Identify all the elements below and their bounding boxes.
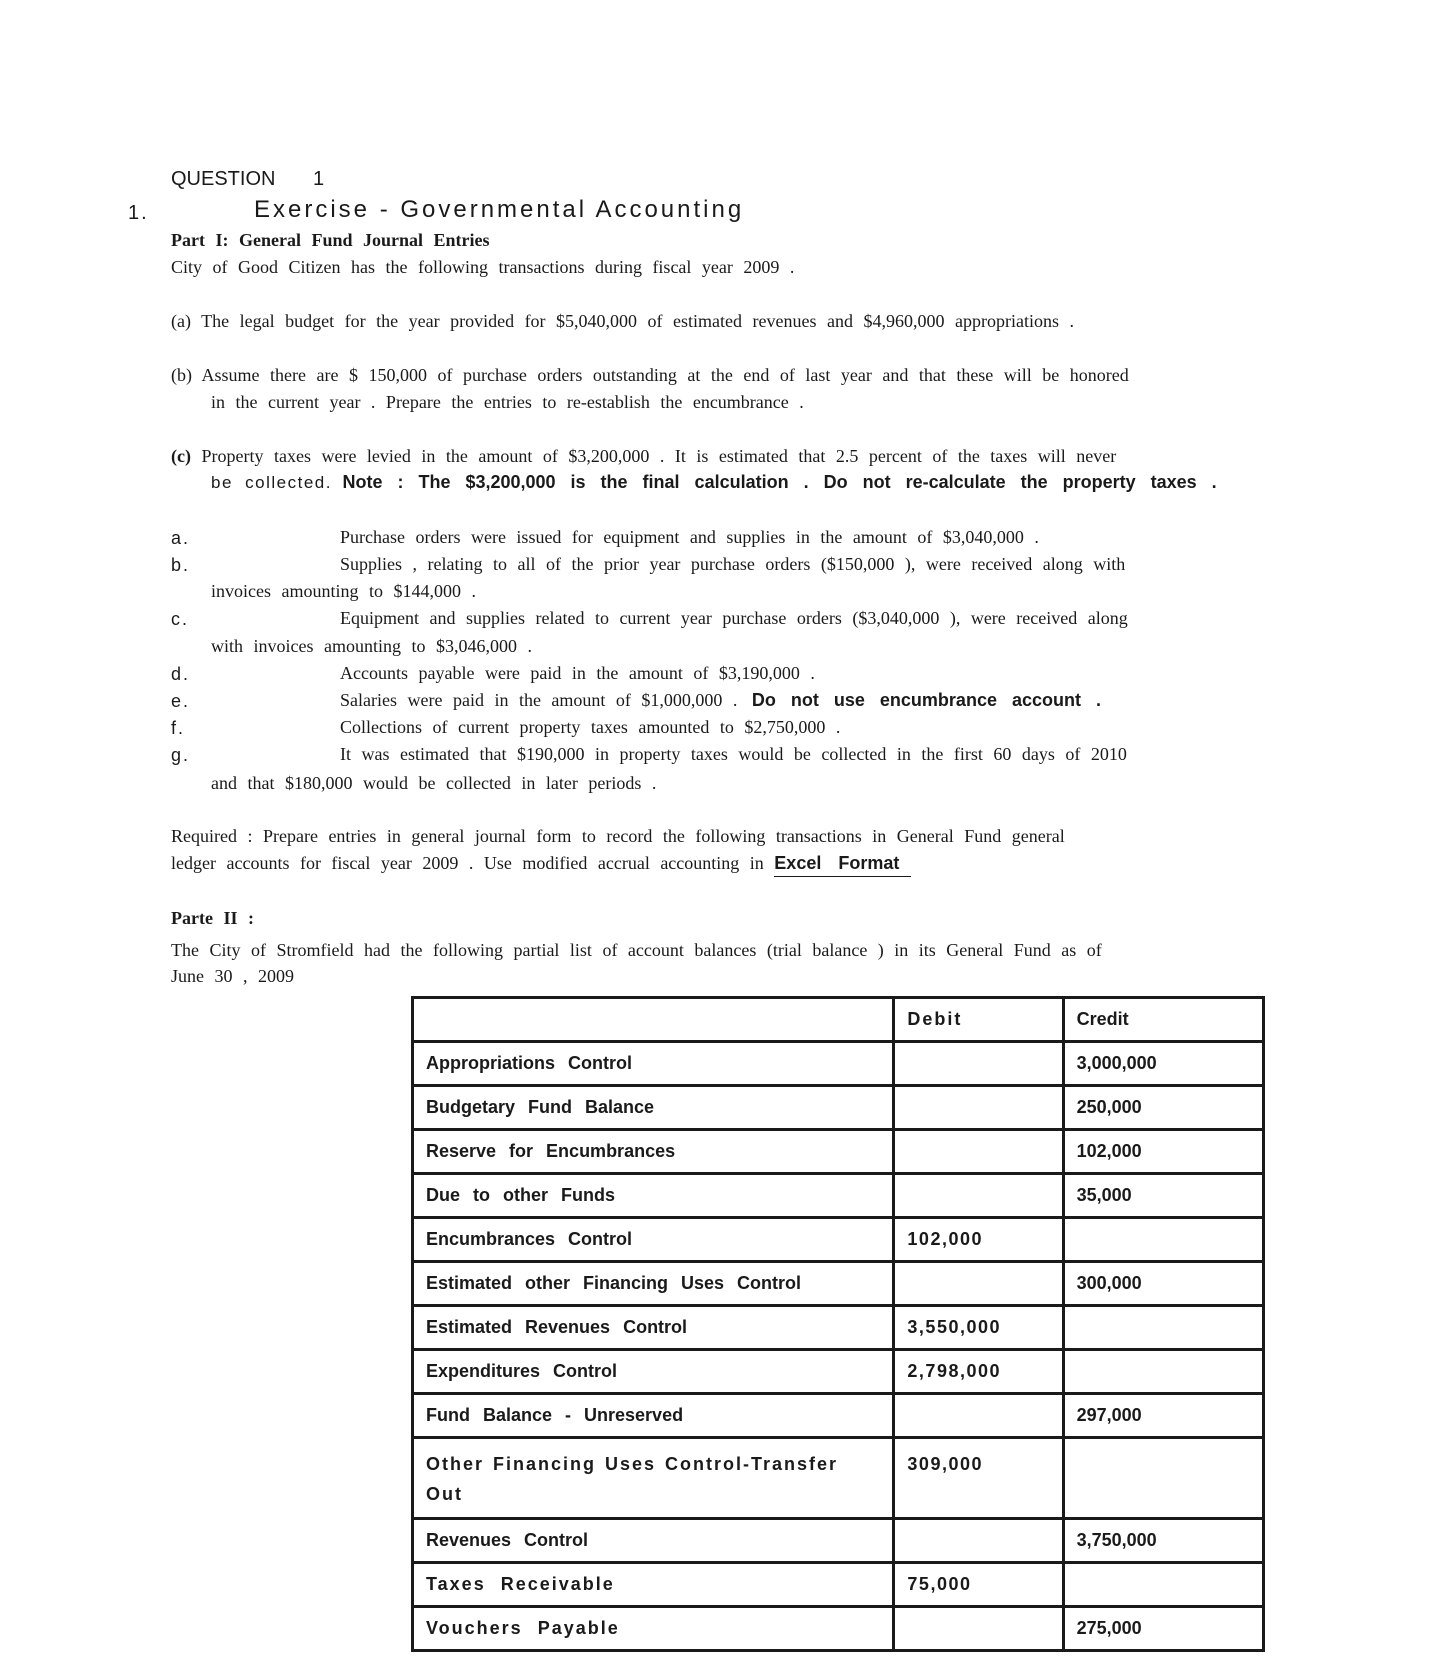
excel-format-label: Excel Format — [774, 853, 911, 877]
table-row — [413, 1519, 1264, 1563]
exercise-number: 1. — [128, 202, 149, 224]
item-c-line2-plain: be collected. — [211, 473, 332, 492]
debit-value: 102,000 — [894, 1218, 1063, 1262]
debit-value — [894, 1130, 1063, 1174]
debit-value — [894, 1042, 1063, 1086]
credit-value: 35,000 — [1063, 1174, 1263, 1218]
txn-b-line1: Supplies , relating to all of the prior year purchase orders ($150,000 ), were received along with — [340, 554, 1126, 574]
table-row — [413, 1174, 1264, 1218]
required-line2 — [171, 853, 911, 874]
question-number: 1 — [313, 168, 325, 190]
txn-c-line2: with invoices amounting to $3,046,000 . — [211, 636, 532, 656]
table-row — [413, 1394, 1264, 1438]
part2-intro-line2: June 30 , 2009 — [171, 966, 294, 986]
table-row — [413, 1262, 1264, 1306]
txn-f-text: Collections of current property taxes amounted to $2,750,000 . — [340, 717, 841, 737]
part1-intro: City of Good Citizen has the following transactions during fiscal year 2009 . — [171, 257, 795, 277]
credit-value — [1063, 1218, 1263, 1262]
item-c-line1: Property taxes were levied in the amount of $3,200,000 . It is estimated that 2.5 percent of the taxes will never — [201, 446, 1117, 466]
question-heading — [171, 168, 324, 191]
item-a-label: (a) — [171, 311, 191, 331]
table-row — [413, 1086, 1264, 1130]
account-name: Fund Balance - Unreserved — [413, 1394, 894, 1438]
credit-value — [1063, 1563, 1263, 1607]
account-name: Estimated other Financing Uses Control — [413, 1262, 894, 1306]
table-row — [413, 1130, 1264, 1174]
txn-b-label: b. — [171, 555, 191, 575]
table-row — [413, 1438, 1264, 1519]
item-c-note: Note : The $3,200,000 is the final calculation . Do not re-calculate the property taxes . — [342, 472, 1217, 492]
debit-value: 75,000 — [894, 1563, 1063, 1607]
debit-value — [894, 1394, 1063, 1438]
txn-c-line1: Equipment and supplies related to current year purchase orders ($3,040,000 ), were received along — [340, 608, 1128, 628]
item-c-label: (c) — [171, 446, 191, 466]
debit-value — [894, 1519, 1063, 1563]
required-line1: Required : Prepare entries in general journal form to record the following transactions in General Fund general — [171, 826, 1065, 846]
part2-intro-line1: The City of Stromfield had the following partial list of account balances (trial balance ) in its General Fund as of — [171, 940, 1102, 960]
credit-value — [1063, 1438, 1263, 1519]
credit-value — [1063, 1350, 1263, 1394]
table-header-row — [413, 998, 1264, 1042]
txn-e — [340, 690, 1101, 711]
item-c-line2 — [211, 472, 1217, 493]
account-name: Expenditures Control — [413, 1350, 894, 1394]
txn-a-label: a. — [171, 528, 191, 548]
txn-g-line2: and that $180,000 would be collected in later periods . — [211, 773, 657, 793]
item-b-line1: Assume there are $ 150,000 of purchase orders outstanding at the end of last year and that these will be honored — [201, 365, 1129, 385]
table-row — [413, 1042, 1264, 1086]
txn-g-label: g. — [171, 745, 191, 765]
item-c — [171, 446, 1116, 467]
txn-e-note: Do not use encumbrance account . — [751, 690, 1101, 710]
table-row — [413, 1306, 1264, 1350]
table-row — [413, 1563, 1264, 1607]
header-debit: Debit — [894, 998, 1063, 1042]
part2-heading: Parte II : — [171, 908, 254, 928]
debit-value — [894, 1262, 1063, 1306]
debit-value: 3,550,000 — [894, 1306, 1063, 1350]
txn-c-label: c. — [171, 609, 190, 629]
credit-value: 297,000 — [1063, 1394, 1263, 1438]
debit-value — [894, 1607, 1063, 1651]
credit-value: 275,000 — [1063, 1607, 1263, 1651]
required-line2-text: ledger accounts for fiscal year 2009 . Use modified accrual accounting in — [171, 853, 764, 873]
credit-value: 3,750,000 — [1063, 1519, 1263, 1563]
exercise-title: Exercise - Governmental Accounting — [254, 196, 745, 223]
credit-value: 3,000,000 — [1063, 1042, 1263, 1086]
txn-b-line2: invoices amounting to $144,000 . — [211, 581, 476, 601]
item-b — [171, 365, 1129, 386]
header-account — [413, 998, 894, 1042]
item-b-label: (b) — [171, 365, 192, 385]
txn-e-label: e. — [171, 691, 191, 711]
txn-f-label: f. — [171, 718, 186, 738]
table-row — [413, 1607, 1264, 1651]
header-credit: Credit — [1063, 998, 1263, 1042]
account-name: Due to other Funds — [413, 1174, 894, 1218]
table-row — [413, 1350, 1264, 1394]
account-name: Other Financing Uses Control-Transfer Out — [413, 1438, 894, 1519]
account-name: Reserve for Encumbrances — [413, 1130, 894, 1174]
account-name: Encumbrances Control — [413, 1218, 894, 1262]
item-a-text: The legal budget for the year provided for $5,040,000 of estimated revenues and $4,960,000 appropriations . — [201, 311, 1074, 331]
account-name: Taxes Receivable — [413, 1563, 894, 1607]
debit-value — [894, 1086, 1063, 1130]
account-name: Appropriations Control — [413, 1042, 894, 1086]
txn-d-text: Accounts payable were paid in the amount of $3,190,000 . — [340, 663, 815, 683]
txn-g-line1: It was estimated that $190,000 in property taxes would be collected in the first 60 days of 2010 — [340, 744, 1127, 764]
trial-balance-table — [411, 996, 1265, 1652]
table-row — [413, 1218, 1264, 1262]
debit-value: 309,000 — [894, 1438, 1063, 1519]
txn-e-text: Salaries were paid in the amount of $1,000,000 . — [340, 690, 738, 710]
txn-d-label: d. — [171, 664, 191, 684]
txn-a-text: Purchase orders were issued for equipment and supplies in the amount of $3,040,000 . — [340, 527, 1039, 547]
part1-heading: Part I: General Fund Journal Entries — [171, 230, 490, 250]
question-label: QUESTION — [171, 168, 276, 190]
credit-value: 102,000 — [1063, 1130, 1263, 1174]
credit-value — [1063, 1306, 1263, 1350]
item-a — [171, 311, 1074, 332]
debit-value: 2,798,000 — [894, 1350, 1063, 1394]
credit-value: 250,000 — [1063, 1086, 1263, 1130]
item-b-line2: in the current year . Prepare the entries to re-establish the encumbrance . — [211, 392, 804, 412]
account-name: Budgetary Fund Balance — [413, 1086, 894, 1130]
account-name: Revenues Control — [413, 1519, 894, 1563]
credit-value: 300,000 — [1063, 1262, 1263, 1306]
account-name: Vouchers Payable — [413, 1607, 894, 1651]
account-name: Estimated Revenues Control — [413, 1306, 894, 1350]
debit-value — [894, 1174, 1063, 1218]
